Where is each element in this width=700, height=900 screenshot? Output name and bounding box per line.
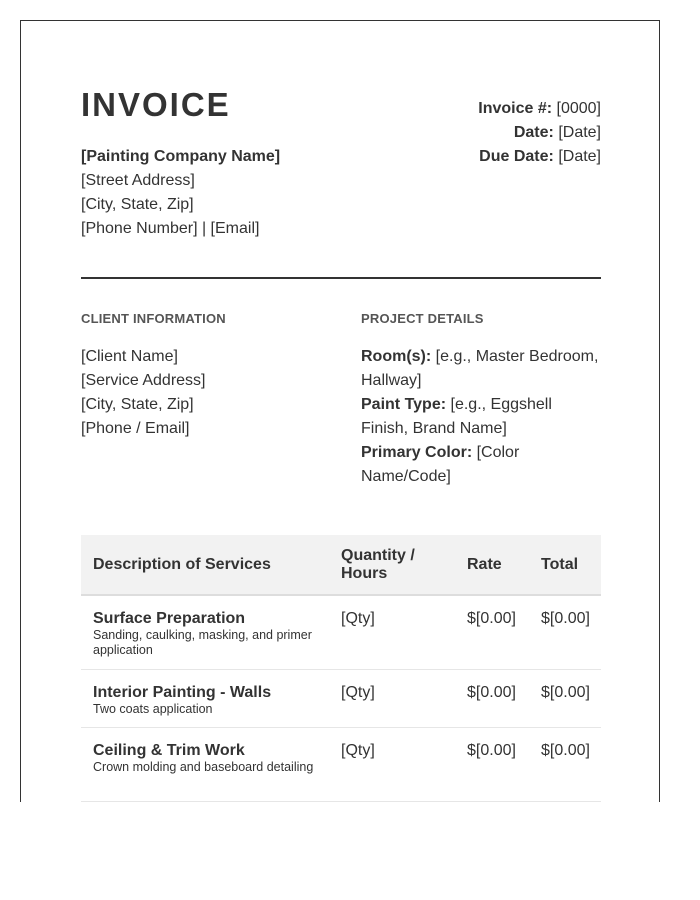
client-city: [City, State, Zip] (81, 396, 194, 413)
service-cell (93, 742, 333, 775)
project-rooms-label: Room(s): (361, 348, 432, 365)
project-color (361, 441, 601, 489)
header-divider (81, 277, 601, 279)
header-total: Total (541, 556, 579, 573)
service-quantity: [Qty] (341, 684, 375, 701)
service-cell (93, 684, 333, 717)
service-name: Ceiling & Trim Work (93, 742, 245, 759)
invoice-number-label: Invoice #: (478, 100, 553, 117)
project-paint (361, 393, 601, 441)
header-description: Description of Services (93, 556, 271, 573)
company-block (81, 145, 280, 241)
service-rate: $[0.00] (467, 610, 516, 627)
company-street: [Street Address] (81, 172, 195, 189)
services-table (81, 535, 601, 802)
service-rate: $[0.00] (467, 742, 516, 759)
invoice-number-value: [0000] (556, 100, 601, 117)
project-details-heading: PROJECT DETAILS (361, 311, 484, 326)
service-total: $[0.00] (541, 684, 590, 701)
project-rooms-value: [e.g., Master Bedroom, Hallway] (361, 348, 599, 389)
client-name: [Client Name] (81, 348, 178, 365)
service-name: Interior Painting - Walls (93, 684, 272, 701)
table-row (81, 596, 601, 670)
service-quantity: [Qty] (341, 610, 375, 627)
service-rate: $[0.00] (467, 684, 516, 701)
header-rate: Rate (467, 556, 502, 573)
service-description: Two coats application (93, 702, 213, 716)
invoice-meta (478, 97, 601, 169)
project-rooms (361, 345, 601, 393)
invoice-due-label: Due Date: (479, 148, 554, 165)
service-quantity: [Qty] (341, 742, 375, 759)
client-info-block (81, 345, 206, 441)
table-row (81, 670, 601, 728)
service-description: Crown molding and baseboard detailing (93, 760, 314, 774)
invoice-title: INVOICE (81, 86, 231, 123)
company-contact: [Phone Number] | [Email] (81, 220, 260, 237)
invoice-date-value: [Date] (558, 124, 601, 141)
table-header (81, 535, 601, 596)
client-contact: [Phone / Email] (81, 420, 190, 437)
header-quantity: Quantity / Hours (341, 547, 415, 582)
project-details-block (361, 345, 601, 489)
invoice-due-line (478, 145, 601, 169)
table-row (81, 728, 601, 802)
invoice-page (20, 20, 660, 802)
invoice-number-line (478, 97, 601, 121)
invoice-date-label: Date: (513, 124, 554, 141)
project-paint-label: Paint Type: (361, 396, 447, 413)
service-name: Surface Preparation (93, 610, 246, 627)
service-description: Sanding, caulking, masking, and primer application (93, 628, 312, 657)
invoice-date-line (478, 121, 601, 145)
project-color-value: [Color Name/Code] (361, 444, 520, 485)
company-name: [Painting Company Name] (81, 148, 281, 165)
project-paint-value: [e.g., Eggshell Finish, Brand Name] (361, 396, 552, 437)
project-color-label: Primary Color: (361, 444, 473, 461)
company-city: [City, State, Zip] (81, 196, 194, 213)
invoice-due-value: [Date] (558, 148, 601, 165)
service-total: $[0.00] (541, 742, 590, 759)
client-info-heading: CLIENT INFORMATION (81, 311, 226, 326)
service-cell (93, 610, 333, 658)
client-address: [Service Address] (81, 372, 206, 389)
service-total: $[0.00] (541, 610, 590, 627)
